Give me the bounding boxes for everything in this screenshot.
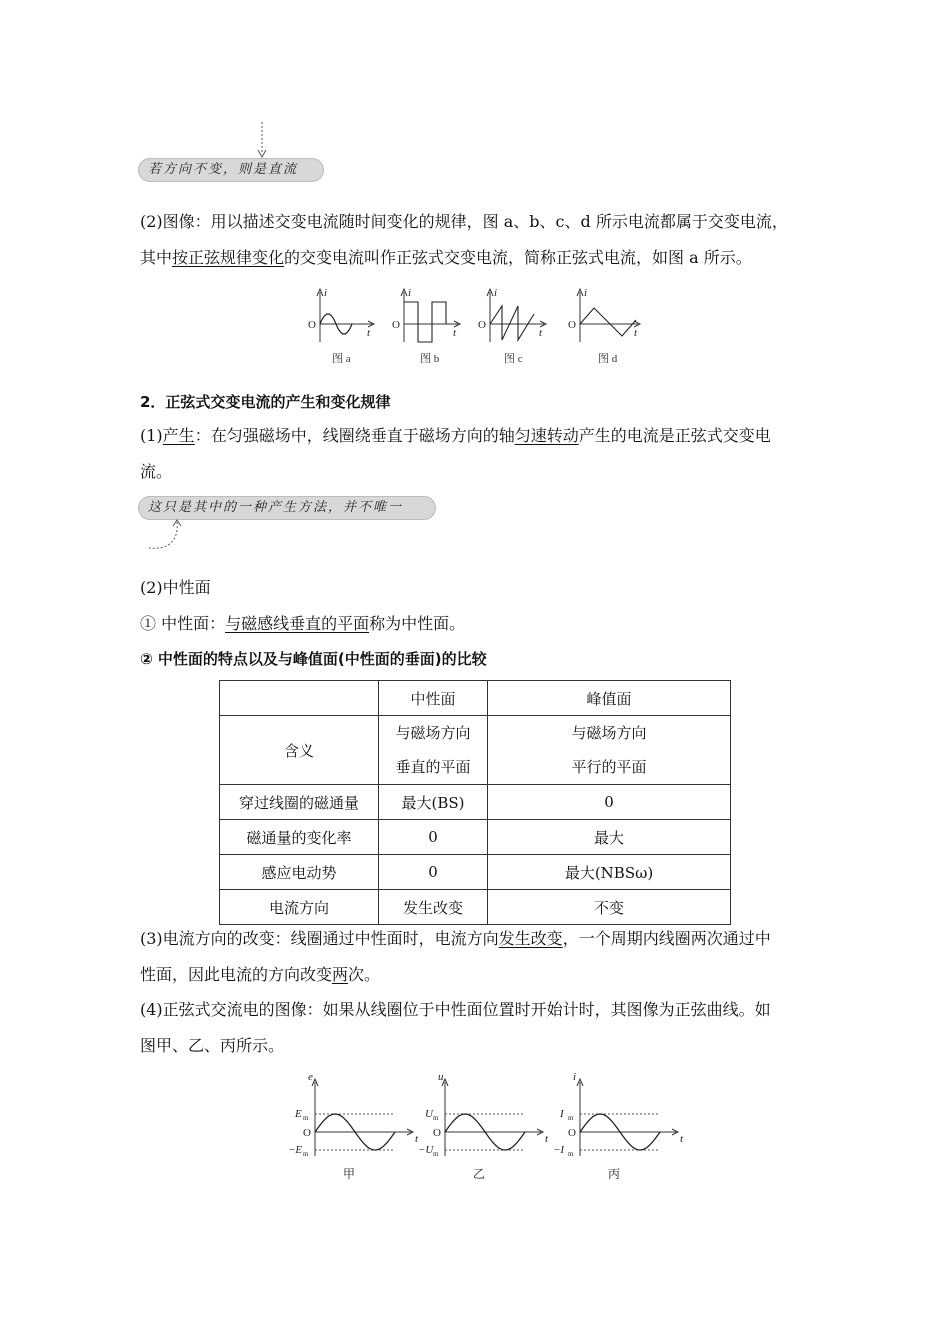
section-2-title: 2．正弦式交变电流的产生和变化规律	[140, 393, 391, 411]
origin-label: O	[392, 319, 400, 331]
caption-c: 图 c	[504, 353, 523, 365]
min-label-sub: m	[303, 1150, 309, 1158]
waveform-figures-abcd	[300, 282, 660, 374]
origin-label: O	[568, 1127, 576, 1139]
min-label: −E	[288, 1144, 303, 1156]
figure-caption: 丙	[608, 1167, 621, 1181]
max-label-sub: m	[568, 1114, 574, 1122]
cell-line: 平行的平面	[571, 758, 647, 776]
generation-paragraph-line1	[140, 419, 812, 453]
handwritten-note-generation: 这只是其中的一种产生方法，并不唯一	[138, 496, 436, 520]
max-label-sub: m	[303, 1114, 309, 1122]
axis-t-label: t	[415, 1133, 419, 1145]
text: (3)电流方向的改变：线圈通过中性面时，电流方向	[140, 929, 499, 948]
table-row	[220, 890, 731, 925]
min-label-sub: m	[568, 1150, 574, 1158]
axis-i-label: i	[324, 287, 328, 299]
table-cell: 不变	[488, 890, 731, 925]
axis-label: e	[308, 1071, 313, 1083]
origin-label: O	[568, 319, 576, 331]
comparison-heading: ② 中性面的特点以及与峰值面(中性面的垂面)的比较	[140, 650, 487, 668]
handwritten-note-dc: 若方向不变，则是直流	[138, 158, 324, 182]
axis-t-label: t	[634, 327, 638, 339]
table-cell: 最大	[488, 820, 731, 855]
max-label: U	[425, 1108, 433, 1120]
table-cell: 0	[379, 820, 488, 855]
caption-d: 图 d	[598, 353, 618, 365]
graph-paragraph-line1: (4)正弦式交流电的图像：如果从线圈位于中性面位置时开始计时，其图像为正弦曲线。如	[140, 1000, 771, 1019]
axis-i-label: i	[494, 287, 498, 299]
table-cell	[488, 716, 731, 785]
axis-t-label: t	[539, 327, 543, 339]
origin-label: O	[308, 319, 316, 331]
sine-figure-3	[553, 1071, 684, 1181]
underlined-term: 发生改变	[498, 929, 563, 948]
figure-caption: 乙	[473, 1167, 486, 1181]
axis-label: u	[438, 1071, 444, 1083]
cell-line: 与磁场方向	[395, 724, 471, 742]
text: 性面，因此电流的方向改变	[140, 965, 333, 984]
origin-label: O	[433, 1127, 441, 1139]
max-label-sub: m	[433, 1114, 439, 1122]
cell-line: 垂直的平面	[395, 758, 471, 776]
direction-paragraph-line2	[140, 958, 812, 992]
text: ，一个周期内线圈两次通过中	[562, 929, 771, 948]
table-cell: 含义	[220, 716, 379, 785]
table-cell: 最大(NBSω)	[488, 855, 731, 890]
axis-t-label: t	[545, 1133, 549, 1145]
axis-i-label: i	[584, 287, 588, 299]
table-header-row	[220, 681, 731, 716]
table-cell: 发生改变	[379, 890, 488, 925]
caption-a: 图 a	[332, 353, 351, 365]
figure-d	[568, 287, 640, 365]
table-row	[220, 785, 731, 820]
image-paragraph-line1: (2)图像：用以描述交变电流随时间变化的规律，图 a、b、c、d 所示电流都属于交变电流，	[140, 212, 788, 231]
table-cell: 电流方向	[220, 890, 379, 925]
graph-paragraph-line2: 图甲、乙、丙所示。	[140, 1036, 285, 1055]
table-cell: 最大(BS)	[379, 785, 488, 820]
neutral-plane-definition	[140, 607, 812, 641]
underlined-term: 匀速转动	[514, 426, 579, 445]
table-cell: 0	[379, 855, 488, 890]
min-label-sub: m	[433, 1150, 439, 1158]
table-row	[220, 855, 731, 890]
min-label: −I	[553, 1144, 565, 1156]
sine-figure-1	[288, 1071, 419, 1181]
table-cell: 磁通量的变化率	[220, 820, 379, 855]
axis-t-label: t	[367, 327, 371, 339]
text: 产生的电流是正弦式交变电	[578, 426, 771, 445]
origin-label: O	[303, 1127, 311, 1139]
underlined-term: 按正弦规律变化	[172, 248, 285, 267]
annotation-curved-arrow	[145, 520, 195, 556]
underlined-term: 两	[332, 965, 349, 984]
table-row	[220, 716, 731, 785]
image-paragraph-line2	[140, 241, 812, 275]
axis-t-label: t	[453, 327, 457, 339]
underlined-term: 产生	[162, 426, 195, 445]
figure-c	[478, 287, 546, 365]
figure-b	[392, 287, 460, 365]
sine-figures	[280, 1070, 684, 1190]
direction-paragraph-line1	[140, 922, 812, 956]
min-label: −U	[418, 1144, 434, 1156]
table-header-neutral: 中性面	[379, 681, 488, 716]
text: 其中	[140, 248, 173, 267]
table-row	[220, 820, 731, 855]
text: 的交变电流叫作正弦式交变电流，简称正弦式电流，如图 a 所示。	[284, 248, 752, 267]
figure-caption: 甲	[343, 1167, 356, 1181]
table-cell	[220, 681, 379, 716]
text: (1)	[140, 426, 163, 445]
text: ① 中性面：	[140, 614, 226, 633]
table-cell: 0	[488, 785, 731, 820]
max-label: E	[295, 1108, 302, 1120]
table-cell	[379, 716, 488, 785]
neutral-plane-heading: (2)中性面	[140, 578, 211, 597]
text: 次。	[348, 965, 381, 984]
table-header-peak: 峰值面	[488, 681, 731, 716]
axis-label: i	[573, 1071, 577, 1083]
annotation-arrow	[250, 120, 280, 160]
axis-i-label: i	[408, 287, 412, 299]
origin-label: O	[478, 319, 486, 331]
underlined-term: 与磁感线垂直的平面	[225, 614, 370, 633]
text: ：在匀强磁场中，线圈绕垂直于磁场方向的轴	[194, 426, 515, 445]
max-label: I	[560, 1108, 564, 1120]
caption-b: 图 b	[420, 353, 440, 365]
text: 称为中性面。	[369, 614, 466, 633]
cell-line: 与磁场方向	[571, 724, 647, 742]
generation-paragraph-line2: 流。	[140, 462, 173, 481]
sine-figure-2	[418, 1071, 549, 1181]
table-cell: 穿过线圈的磁通量	[220, 785, 379, 820]
figure-a	[308, 287, 374, 365]
comparison-table	[219, 680, 731, 925]
table-cell: 感应电动势	[220, 855, 379, 890]
axis-t-label: t	[680, 1133, 684, 1145]
